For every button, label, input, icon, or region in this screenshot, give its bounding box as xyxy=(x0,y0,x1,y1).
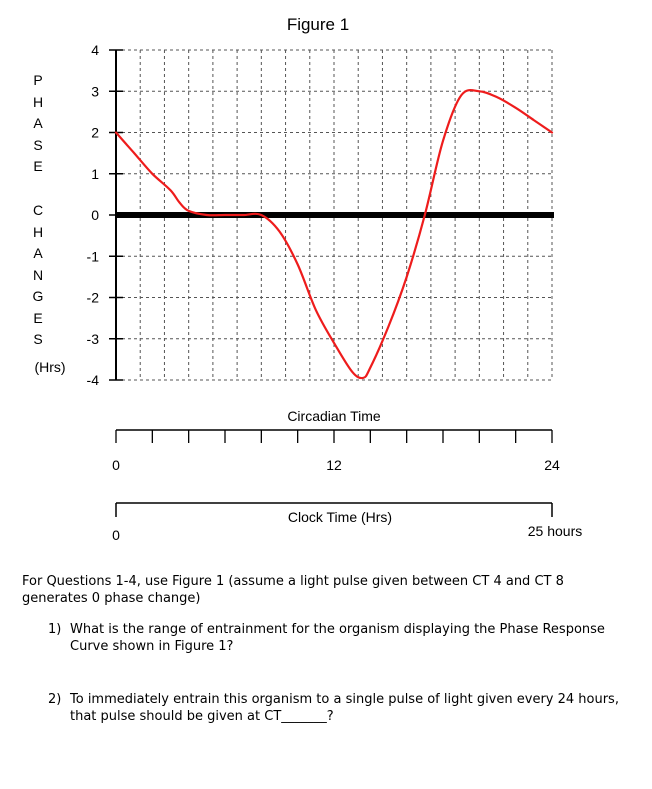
y-axis-label-letter: A xyxy=(33,245,43,261)
x-axis-label-circadian-time: Circadian Time xyxy=(287,408,381,424)
y-tick-label: 2 xyxy=(91,124,99,141)
question-2-text: To immediately entrain this organism to a single pulse of light given every 24 hours, that pulse should be given at CT_______? xyxy=(70,692,619,724)
clock-tick-label: 0 xyxy=(112,527,120,543)
y-axis-label xyxy=(33,72,66,375)
y-tick-label: -4 xyxy=(86,372,99,388)
x-axis-label-clock-time: Clock Time (Hrs) xyxy=(287,509,393,525)
y-axis-label-letter: A xyxy=(33,115,43,131)
y-tick-label: 4 xyxy=(91,42,99,58)
y-axis-label-letter: N xyxy=(32,267,44,283)
clock-tick-label: 25 hours xyxy=(527,523,583,539)
chart-title: Figure 1 xyxy=(286,15,350,34)
y-tick-label: -3 xyxy=(86,330,99,347)
y-axis-label-letter: S xyxy=(33,331,43,347)
y-tick-label: 0 xyxy=(91,207,99,223)
y-tick-label: 1 xyxy=(91,165,99,182)
question-1 xyxy=(22,621,622,655)
questions-section xyxy=(22,573,622,725)
y-axis-label-letter: P xyxy=(33,72,43,88)
y-axis-label-letter: E xyxy=(33,310,43,326)
y-tick-label: -1 xyxy=(86,248,99,265)
question-2-number: 2) xyxy=(48,692,62,707)
question-2 xyxy=(22,691,622,725)
y-axis-label-letter: C xyxy=(32,202,44,218)
y-tick-label: 3 xyxy=(91,83,99,100)
y-axis-label-letter: G xyxy=(32,288,44,304)
ct-tick-label: 0 xyxy=(112,457,120,473)
y-axis-label-letter: H xyxy=(32,224,44,240)
question-1-text: What is the range of entrainment for the organism displaying the Phase Response Curve shown in Figure 1? xyxy=(70,622,605,654)
ct-tick-label: 24 xyxy=(544,457,560,473)
y-axis-label-letter: H xyxy=(32,94,44,110)
y-axis-label-unit: (Hrs) xyxy=(34,359,66,375)
y-tick-label: -2 xyxy=(86,289,99,306)
ct-tick-label: 12 xyxy=(326,457,342,473)
y-axis-label-letter: S xyxy=(33,137,43,153)
y-axis-label-letter: E xyxy=(33,158,43,174)
circadian-time-axis xyxy=(112,430,560,473)
questions-intro: For Questions 1-4, use Figure 1 (assume a light pulse given between CT 4 and CT 8 generates 0 phase change) xyxy=(22,574,564,606)
question-1-number: 1) xyxy=(48,622,62,637)
